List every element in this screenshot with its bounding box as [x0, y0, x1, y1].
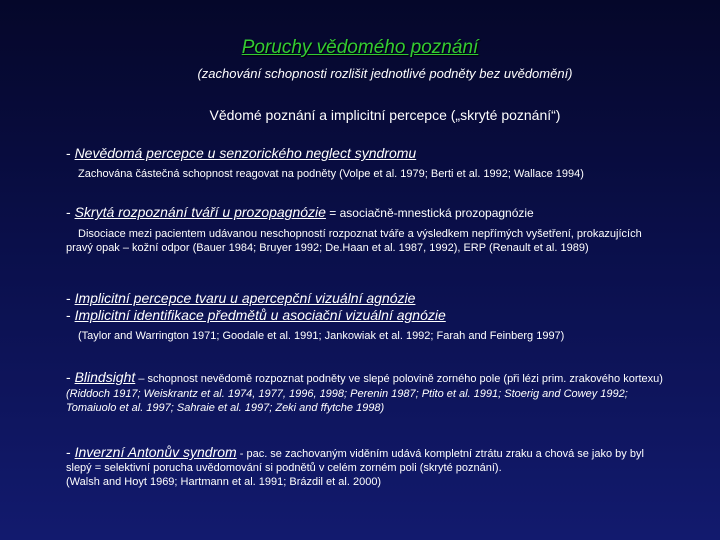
slide-subtitle: (zachování schopnosti rozlišit jednotlivé podněty bez uvědomění)	[197, 66, 573, 81]
prosopagnosia-definition: = asociačně-mnestická prozopagnózie	[325, 206, 534, 220]
note-blindsight: (Riddoch 1917; Weiskrantz et al. 1974, 1977, 1996, 1998; Perenin 1987; Ptito et al. 1991; Stoerig and Cowey 1992; Tomaiuolo et al. 1997; Sahraie et al. 1997; Zeki and ffytche 1998)	[66, 388, 628, 414]
bullet-dash: -	[66, 307, 75, 323]
bullet-prosopagnosia-lead	[66, 204, 666, 222]
note-prosopagnosia: Disociace mezi pacientem udávanou neschopností rozpoznat tváře a výsledkem nepřímých vyšetření, prokazujících pravý opak – kožní odpor (Bauer 1984; Bruyer 1992; De.Haan et al. 1987, 1992), ERP (Renault et al. 1989)	[66, 228, 642, 254]
term-prosopagnosia: Skrytá rozpoznání tváří u prozopagnózie	[74, 204, 326, 220]
bullet-blindsight-lead	[66, 369, 666, 386]
bullet-apperceptive-lead	[66, 290, 666, 307]
note-agnosia: (Taylor and Warrington 1971; Goodale et al. 1991; Jankowiak et al. 1992; Farah and Feinberg 1997)	[78, 330, 565, 342]
bullet-anton-lead	[66, 444, 666, 475]
term-anton: Inverzní Antonův syndrom	[74, 444, 237, 460]
bullet-anton	[66, 444, 666, 489]
note-anton: (Walsh and Hoyt 1969; Hartmann et al. 1991; Brázdil et al. 2000)	[66, 476, 382, 488]
note-neglect: Zachována částečná schopnost reagovat na podněty (Volpe et al. 1979; Berti et al. 1992; Wallace 1994)	[78, 168, 584, 180]
bullet-dash: -	[66, 444, 75, 460]
bullet-dash: -	[66, 145, 75, 161]
bullet-neglect-lead	[66, 145, 666, 162]
bullet-neglect	[66, 145, 666, 181]
bullet-dash: -	[66, 290, 75, 306]
term-blindsight: Blindsight	[74, 369, 136, 385]
bullet-associative-lead	[66, 307, 666, 324]
bullet-dash: -	[66, 369, 75, 385]
anton-definition: - pac. se zachovaným viděním udává kompletní ztrátu zraku a chová se jako by byl slepý = selektivní porucha uvědomování si podnětů v celém zorném poli (skryté poznání).	[66, 448, 644, 474]
term-associative-agnosia: Implicitní identifikace předmětů u asociační vizuální agnózie	[74, 307, 446, 323]
slide-title: Poruchy vědomého poznání	[241, 37, 479, 58]
term-neglect: Nevědomá percepce u senzorického neglect syndromu	[74, 145, 417, 161]
section-heading: Vědomé poznání a implicitní percepce („skryté poznání“)	[209, 107, 561, 123]
term-apperceptive-agnosia: Implicitní percepce tvaru u apercepční vizuální agnózie	[74, 290, 416, 306]
blindsight-definition: – schopnost nevědomě rozpoznat podněty ve slepé polovině zorného pole (při lézi prim. zrakového kortexu)	[135, 373, 663, 385]
bullet-agnosia-group	[66, 290, 666, 343]
bullet-blindsight	[66, 369, 666, 415]
bullet-dash: -	[66, 204, 75, 220]
bullet-prosopagnosia	[66, 204, 666, 255]
